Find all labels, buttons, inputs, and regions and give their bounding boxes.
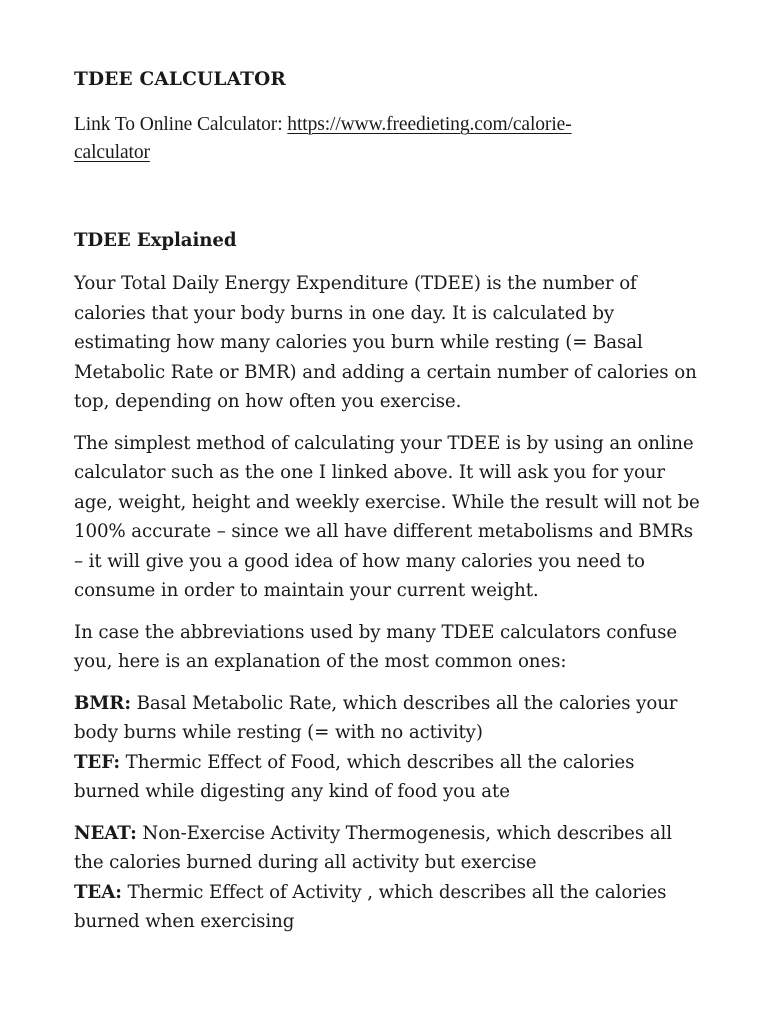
calculator-link-line <box>74 111 704 167</box>
link-label: Link To Online Calculator: <box>74 114 288 135</box>
paragraph-calculation-method: The simplest method of calculating your TDEE is by using an online calculator such as the one I linked above. It will ask you for your age, weight, height and weekly exercise. While the result will not be 100% accurate – since we all have different metabolisms and BMRs – it will give you a good idea of how many calories you need to consume in order to maintain your current weight. <box>74 432 700 601</box>
definitions-block-1 <box>74 689 704 807</box>
paragraph-tdee-definition: Your Total Daily Energy Expenditure (TDEE) is the number of calories that your body burns in one day. It is calculated by estimating how many calories you burn while resting (= Basal Metabolic Rate or BMR) and adding a certain number of calories on top, depending on how often you exercise. <box>74 273 697 412</box>
definition-term: TEA: <box>74 881 122 903</box>
definition-text: Thermic Effect of Activity , which describes all the calories burned when exercising <box>74 881 667 932</box>
definition-term: TEF: <box>74 751 120 773</box>
definition-tea <box>74 878 704 937</box>
definition-bmr <box>74 689 704 748</box>
section-heading: TDEE Explained <box>74 230 237 251</box>
document-title: TDEE CALCULATOR <box>74 69 287 90</box>
link-url-part-1[interactable]: https://www.freedieting.com/calorie- <box>287 114 572 135</box>
definition-tef <box>74 748 704 807</box>
paragraph-abbreviations-intro: In case the abbreviations used by many TDEE calculators confuse you, here is an explanation of the most common ones: <box>74 621 677 672</box>
definition-text: Basal Metabolic Rate, which describes all the calories your body burns while resting (= with no activity) <box>74 692 678 743</box>
document-page <box>74 62 704 937</box>
definition-neat <box>74 819 704 878</box>
definition-term: NEAT: <box>74 822 137 844</box>
definitions-block-2 <box>74 819 704 937</box>
definition-term: BMR: <box>74 692 131 714</box>
definition-text: Non-Exercise Activity Thermogenesis, which describes all the calories burned during all activity but exercise <box>74 822 672 873</box>
link-url-part-2[interactable]: calculator <box>74 142 150 163</box>
definition-text: Thermic Effect of Food, which describes all the calories burned while digesting any kind of food you ate <box>74 751 635 802</box>
